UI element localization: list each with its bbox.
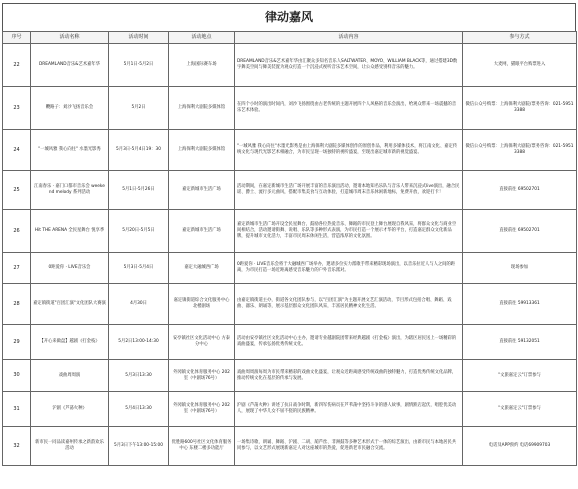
row-name: 0距爱你 · LIVE音乐会 (31, 253, 109, 284)
table-row (3, 325, 577, 360)
row-join: 微信公众号购票：上海保利大剧院/票务咨询：021-59513388 (463, 130, 577, 171)
row-place: 安亭镇社区文化活动中心 方泰分中心 (169, 325, 235, 360)
row-join: 直接前往 59913361 (463, 284, 577, 325)
table-header-row (3, 32, 577, 44)
row-join: "文旅嘉定云"订票参与 (463, 360, 577, 392)
row-no: 22 (3, 44, 31, 87)
row-name: DREAMLAND音乐&艺术嘉年华 (31, 44, 109, 87)
row-no: 31 (3, 392, 31, 427)
table-row (3, 130, 577, 171)
row-name: 鞭路子：刘沙飞扬音乐会 (31, 87, 109, 130)
row-no: 29 (3, 325, 31, 360)
row-content: 活动由安亭镇社区文化活动中心主办，邀请专业越剧院团带来经典越剧《打金枝》演出，为辖区居民送上一场精彩的戏曲盛宴，传承弘扬优秀传统文化。 (235, 325, 463, 360)
row-time: 4月30日 (109, 284, 169, 325)
row-content: 在四个小时的演出时间内，刘沙飞扬围绕由古老传统的主题开展四个人风格的音乐会演出，给观众带来一场震撼的音乐艺术体验。 (235, 87, 463, 130)
row-content: DREAMLAND音乐&艺术嘉年华由汇聚众多知名音乐人SALTWATER、MOYO、WILLIAM BLACK等，通过搭建3D数字舞美空间与舞美装置为观众打造一个沉浸式视听音乐艺术空间，让公众感受别样音乐的魅力。 (235, 44, 463, 87)
row-place: 嘉定新城市生活广场 (169, 210, 235, 253)
row-name: "一城风雅 我心向往" 水墨光影秀 (31, 130, 109, 171)
table-row (3, 427, 577, 466)
row-time: 5月3日13:30 (109, 360, 169, 392)
row-name: Hit THE ARENA 全民星舞台 悦享季 (31, 210, 109, 253)
row-time: 5月3日下午13:00-15:00 (109, 427, 169, 466)
row-join: 直接前往 69502701 (463, 210, 577, 253)
row-time: 5月1日-5月26日 (109, 171, 169, 210)
header-join: 参与方式 (463, 32, 577, 44)
table-row (3, 44, 577, 87)
row-no: 23 (3, 87, 31, 130)
row-time: 5月3日-5月4日 (109, 253, 169, 284)
row-join: 电话及APP预约 电话69909703 (463, 427, 577, 466)
row-content: 活动期间，在嘉定新城市生活广场开展丰富的音乐演出活动，邀请本地知名乐队与音乐人带来沉浸式live演出，融合民谣、爵士、流行多元曲风，搭配市集美食与互动体验，打造城市周末音乐休闲新地标，免费开放，欢迎打卡！ (235, 171, 463, 210)
row-content: "一城风雅 我心向往"水墨光影秀是由上海保利大剧院多媒体创作的原创作品，利用多媒体技术，将江南文化、嘉定传统文化与现代光影艺术相融合，为市民呈现一场独特的视听盛宴，至现出嘉定城市新的视觉盛宴。 (235, 130, 463, 171)
row-name: 嘉定镇街道"百团汇演"文化团队大赛演 (31, 284, 109, 325)
row-place: 嘉定新城市生活广场 (169, 171, 235, 210)
table-row (3, 360, 577, 392)
row-no: 30 (3, 360, 31, 392)
row-content: 戏曲周周演每周为市民带来精彩的戏曲文化盛宴，让观众近距离感受传统戏曲的独特魅力，打造优秀传统文化品牌，推动传统文化在基层的传承与发展。 (235, 360, 463, 392)
header-name: 活动名称 (31, 32, 109, 44)
header-time: 活动时间 (109, 32, 169, 44)
document-title: 律动嘉风 (2, 3, 576, 31)
row-time: 5月1日-5月2日 (109, 44, 169, 87)
row-place: 嘉定大融城西广场 (169, 253, 235, 284)
header-no: 序号 (3, 32, 31, 44)
row-join: "文旅嘉定云"订票参与 (463, 392, 577, 427)
row-place: 外冈镇文化体育服务中心 202室（中剧场76号） (169, 360, 235, 392)
row-name: 【开心来做盘】越剧《打金枝》 (31, 325, 109, 360)
row-name: 戏曲周周演 (31, 360, 109, 392)
row-content: 由嘉定镇街道主办，街道各文化团队参与，以"百团汇演"为主题开展文艺汇演活动，节目形式包括合唱、舞蹈、戏曲、器乐、朗诵等，展示基层群众文化团队风采，丰富居民精神文化生活。 (235, 284, 463, 325)
table-row (3, 284, 577, 325)
table-row (3, 171, 577, 210)
row-time: 5月2日13:00-14:30 (109, 325, 169, 360)
events-table (2, 31, 577, 466)
row-time: 5月20日-5月5日 (109, 210, 169, 253)
row-join: 直接前往 69502701 (463, 171, 577, 210)
row-place: 外冈镇文化体育服务中心 202室（中剧场76号） (169, 392, 235, 427)
row-join: 直接前往 59132051 (463, 325, 577, 360)
row-name: 江南春乐 · 嘉门口都市音乐会 weekend melody 系列活动 (31, 171, 109, 210)
row-no: 24 (3, 130, 31, 171)
row-no: 26 (3, 210, 31, 253)
row-place: 上海保利大剧院多媒体馆 (169, 130, 235, 171)
table-row (3, 392, 577, 427)
row-name: 新市民一同品读嘉州传承之新韵欢乐活动 (31, 427, 109, 466)
row-no: 28 (3, 284, 31, 325)
table-row (3, 253, 577, 284)
row-content: 一场集诗歌、朗诵、舞蹈、沪剧、二胡、葫芦丝、非洲鼓等多种艺术形式于一体的综艺演出，由新市民与本地居民共同参与，以文艺形式展现新嘉定人对这座城市的热爱，促进新老市民融合交流。 (235, 427, 463, 466)
row-no: 25 (3, 171, 31, 210)
row-content: 沪剧《芦荡火种》讲述了抗日战争时期，新四军伤病员在芦苇荡中坚持斗争的感人故事，剧情跌宕起伏，唱腔优美动人，展现了中华儿女不屈不挠的民族精神。 (235, 392, 463, 427)
row-place: 上海保利大剧院多媒体馆 (169, 87, 235, 130)
row-join: 微信公众号购票：上海保利大剧院/票务咨询：021-59513388 (463, 87, 577, 130)
table-row (3, 210, 577, 253)
row-place: 嘉定镇街道综合文化服务中心 北楼剧场 (169, 284, 235, 325)
row-name: 沪剧《芦荡火种》 (31, 392, 109, 427)
row-time: 5月3日-5月4日19：30 (109, 130, 169, 171)
row-join: 大麦网，猫眼平台购票进入 (463, 44, 577, 87)
header-content: 活动内容 (235, 32, 463, 44)
table-row (3, 87, 577, 130)
row-content: 0距爱你 · LIVE音乐会将于大融城西广场举办，邀请多位实力派歌手带来精彩现场演出，以音乐拉近人与人之间的距离，为市民打造一场近距离感受音乐魅力的户外音乐派对。 (235, 253, 463, 284)
row-time: 5月4日13:30 (109, 392, 169, 427)
row-place: 上海国际赛车场 (169, 44, 235, 87)
row-no: 27 (3, 253, 31, 284)
row-join: 现场参加 (463, 253, 577, 284)
row-content: 嘉定新城市生活广场开设全民星舞台，鼓励各位热爱音乐、舞蹈的市民登上舞台展现自我风采，将群众文化与商业空间相结合，活动邀请街舞、说唱、乐队等多种形式表演，为市民打造一个展示才华的平台，打造嘉定群众文化新品牌，提升城市文化活力，丰富市民周末休闲生活，营造浓厚的文化氛围。 (235, 210, 463, 253)
header-place: 活动地点 (169, 32, 235, 44)
row-no: 32 (3, 427, 31, 466)
row-time: 5月2日 (109, 87, 169, 130)
row-place: 优胜路600号社区文化体育服务中心 东楼二楼多功能厅 (169, 427, 235, 466)
